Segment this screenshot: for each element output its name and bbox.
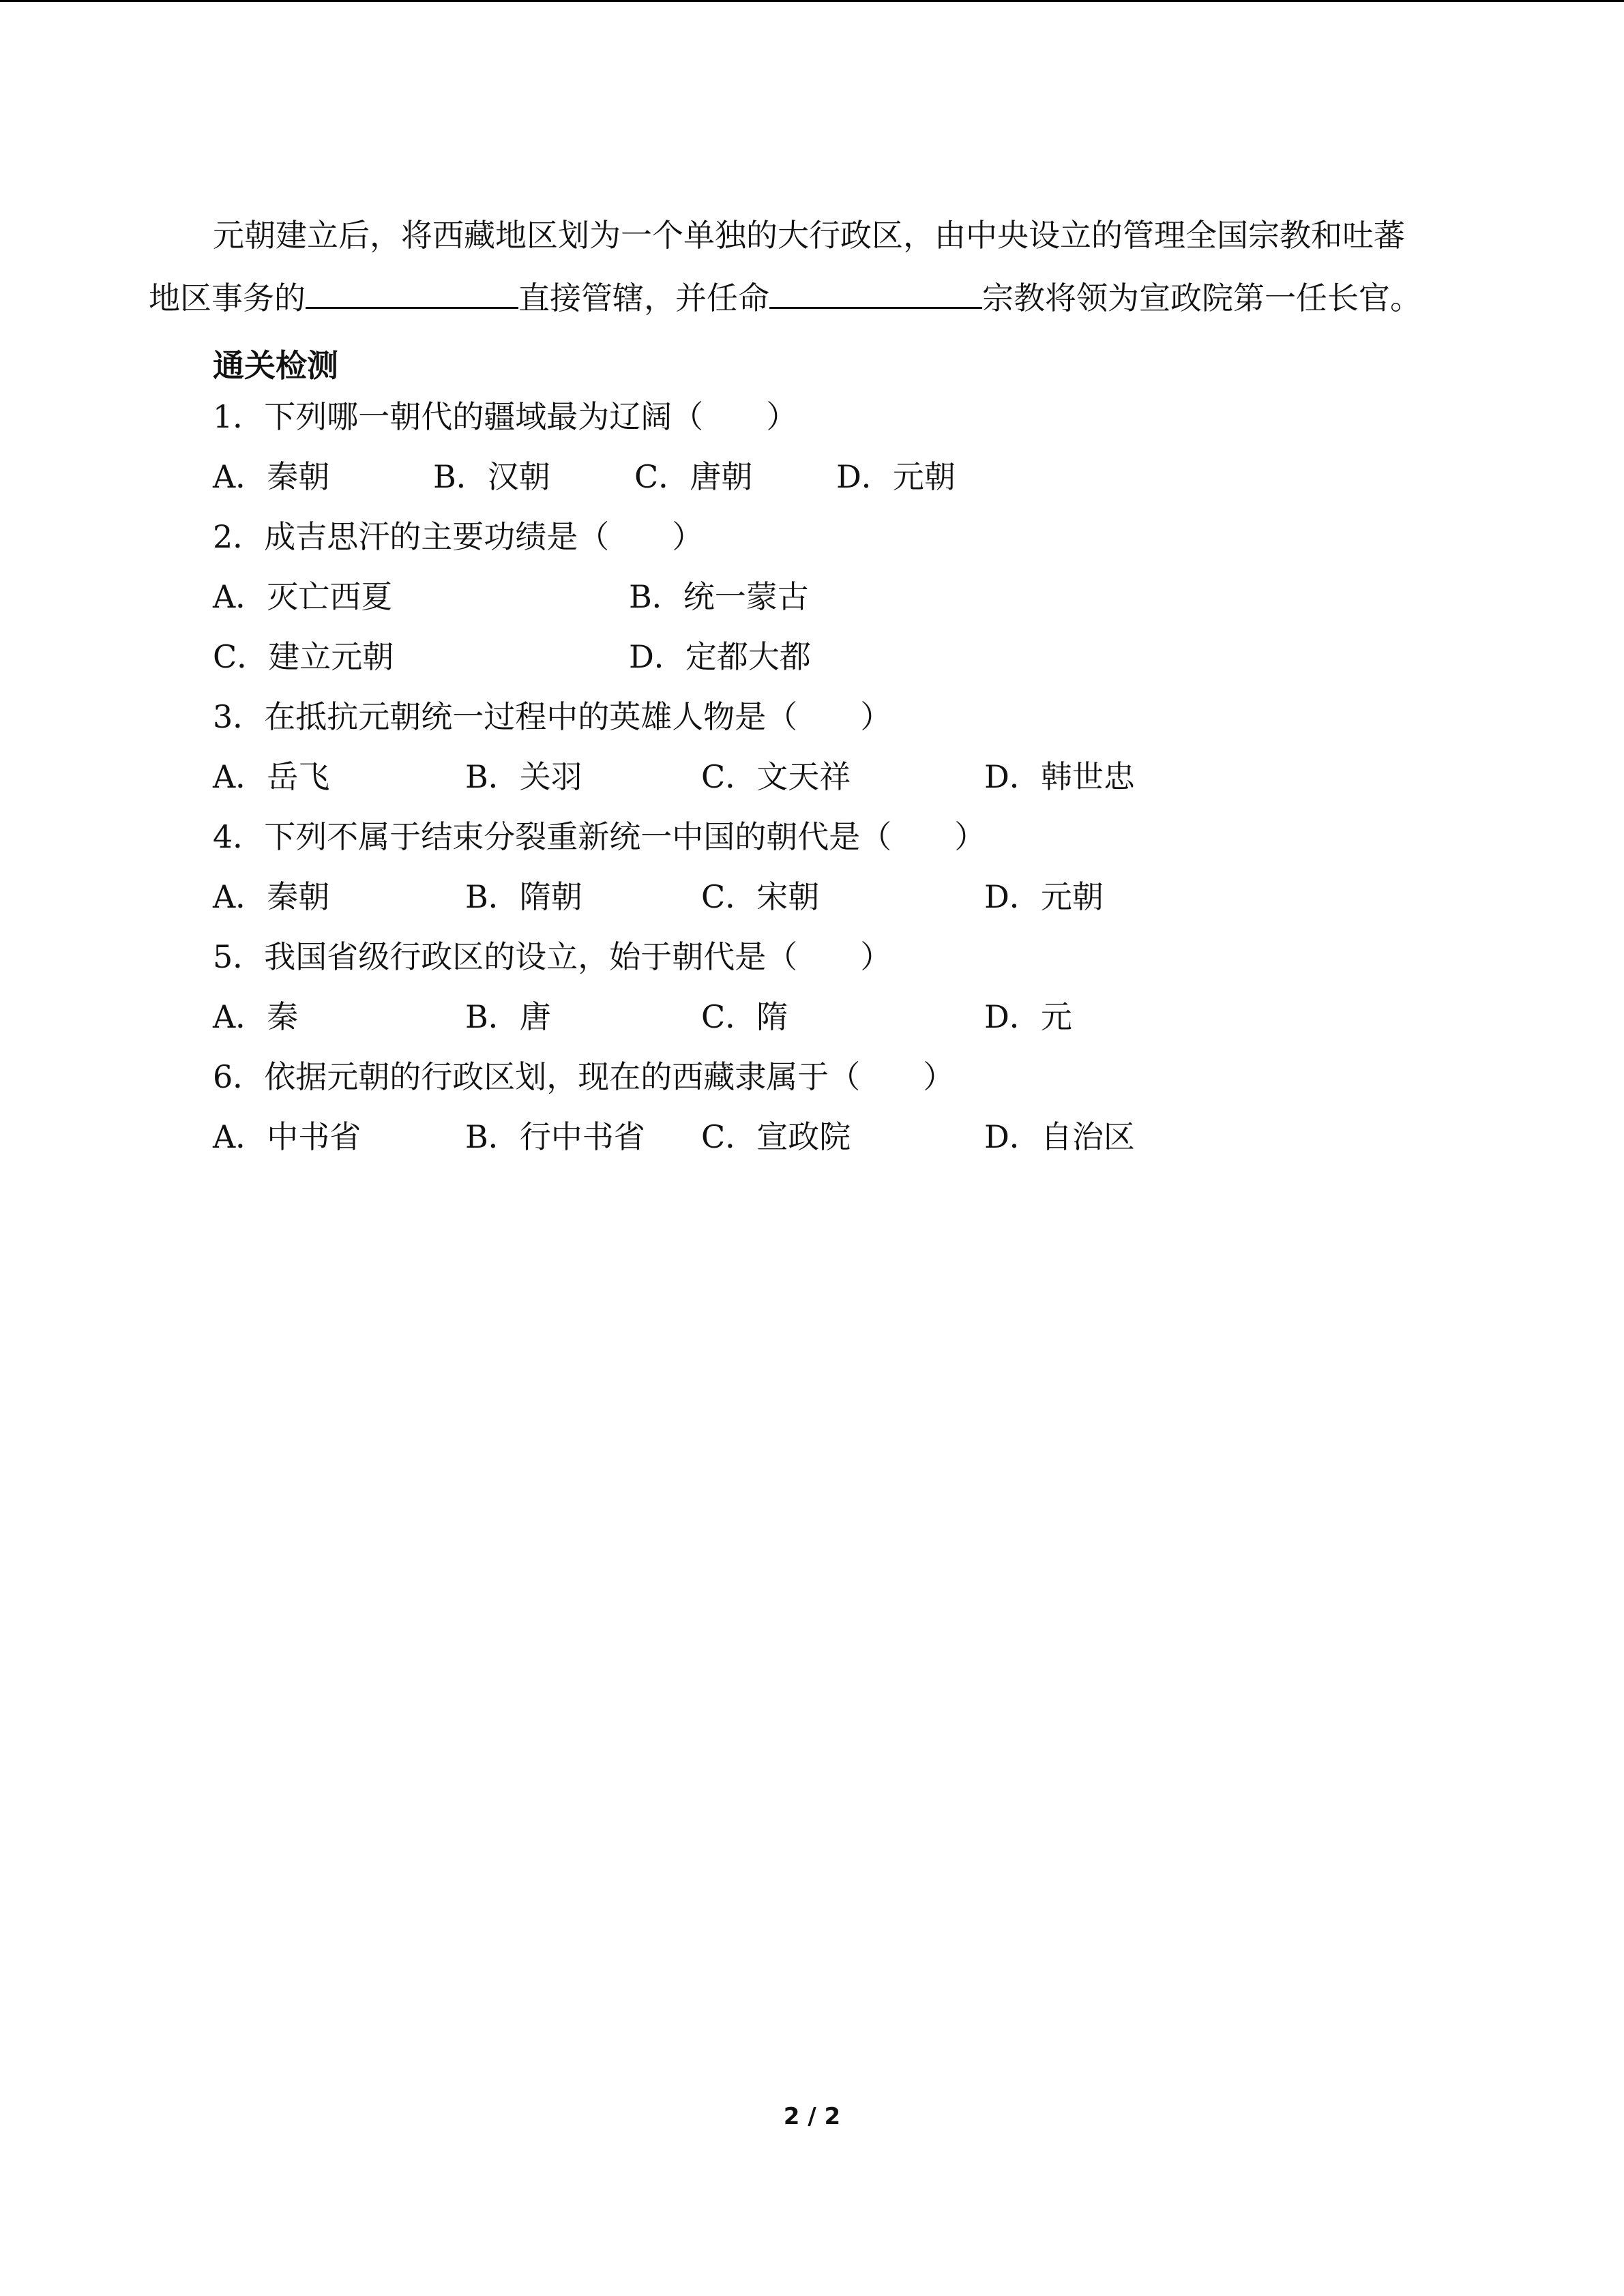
- fill-in-blank-2[interactable]: [769, 280, 982, 309]
- question-4-option-b[interactable]: B．隋朝: [465, 878, 582, 915]
- question-4-option-c[interactable]: C．宋朝: [701, 878, 820, 915]
- question-6-option-c[interactable]: C．宣政院: [701, 1118, 851, 1155]
- question-2-option-a[interactable]: A．灭亡西夏: [213, 578, 393, 615]
- question-6-option-b[interactable]: B．行中书省: [465, 1118, 645, 1155]
- question-4-option-d[interactable]: D．元朝: [984, 878, 1104, 915]
- question-2-stem: 2．成吉思汗的主要功绩是（ ）: [213, 518, 704, 555]
- question-2-option-b[interactable]: B．统一蒙古: [629, 578, 809, 615]
- question-6-stem: 6．依据元朝的行政区划，现在的西藏隶属于（ ）: [213, 1058, 955, 1095]
- intro-text-3: 宗教将领为宣政院第一任长官。: [982, 280, 1421, 316]
- question-5-option-a[interactable]: A．秦: [213, 998, 299, 1035]
- fill-in-blank-1[interactable]: [306, 280, 518, 309]
- question-3-option-b[interactable]: B．关羽: [465, 758, 582, 795]
- question-5-option-c[interactable]: C．隋: [701, 998, 788, 1035]
- page-number: 2 / 2: [783, 2103, 841, 2130]
- question-3-stem: 3．在抵抗元朝统一过程中的英雄人物是（ ）: [213, 698, 892, 735]
- question-5-stem: 5．我国省级行政区的设立，始于朝代是（ ）: [213, 938, 892, 975]
- question-1-option-c[interactable]: C．唐朝: [634, 458, 753, 495]
- intro-text-1: 地区事务的: [149, 280, 306, 316]
- question-5-option-d[interactable]: D．元: [984, 998, 1072, 1035]
- question-4-option-a[interactable]: A．秦朝: [213, 878, 330, 915]
- question-1-option-d[interactable]: D．元朝: [836, 458, 956, 495]
- question-6-option-a[interactable]: A．中书省: [213, 1118, 361, 1155]
- intro-text-2: 直接管辖，并任命: [518, 280, 769, 316]
- intro-line-2: [149, 280, 1421, 314]
- question-4-stem: 4．下列不属于结束分裂重新统一中国的朝代是（ ）: [213, 818, 986, 855]
- question-6-option-d[interactable]: D．自治区: [984, 1118, 1135, 1155]
- section-title: 通关检测: [213, 347, 338, 384]
- intro-line-1: 元朝建立后，将西藏地区划为一个单独的大行政区，由中央设立的管理全国宗教和吐蕃: [213, 217, 1405, 254]
- question-3-option-d[interactable]: D．韩世忠: [984, 758, 1135, 795]
- question-1-option-a[interactable]: A．秦朝: [213, 458, 330, 495]
- question-2-option-c[interactable]: C．建立元朝: [213, 638, 394, 675]
- question-3-option-a[interactable]: A．岳飞: [213, 758, 330, 795]
- question-5-option-b[interactable]: B．唐: [465, 998, 551, 1035]
- question-1-stem: 1．下列哪一朝代的疆域最为辽阔（ ）: [213, 398, 798, 435]
- question-3-option-c[interactable]: C．文天祥: [701, 758, 851, 795]
- question-2-option-d[interactable]: D．定都大都: [629, 638, 811, 675]
- question-1-option-b[interactable]: B．汉朝: [433, 458, 550, 495]
